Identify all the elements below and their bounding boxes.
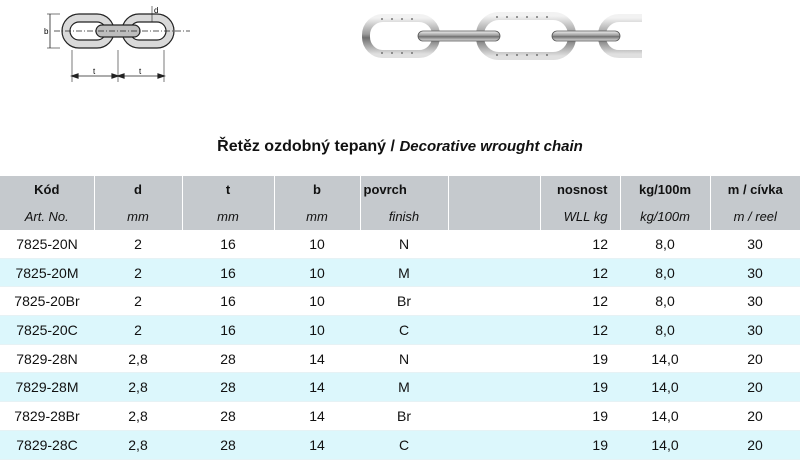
cell-code: 7825-20Br (14, 293, 80, 310)
cell-t: 28 (220, 379, 236, 396)
subheader-reel: m / reel (733, 209, 777, 224)
cell-empty (448, 430, 540, 459)
cell-t: 16 (220, 235, 236, 252)
cell-code: 7825-20N (16, 235, 78, 252)
subheader-finish: finish (360, 203, 448, 230)
cell-code: 7829-28M (15, 379, 79, 396)
cell-reel: 20 (747, 350, 763, 367)
header-reel: m / cívka (727, 182, 783, 197)
product-title (0, 138, 800, 156)
table-subheader-row (0, 203, 800, 230)
cell-finish: M (398, 264, 410, 281)
table-row (0, 402, 800, 431)
cell-finish: C (398, 436, 410, 453)
cell-weight: 14,0 (651, 436, 679, 453)
subheader-weight: kg/100m (620, 203, 710, 230)
table-row (0, 344, 800, 373)
cell-d: 2 (134, 235, 142, 252)
cell-wll: 19 (592, 407, 608, 424)
table-row (0, 430, 800, 459)
cell-t: 28 (220, 436, 236, 453)
cell-b: 10 (309, 321, 325, 338)
header-t: t (182, 176, 274, 203)
cell-code: 7825-20M (15, 264, 79, 281)
cell-t: 28 (220, 407, 236, 424)
chain-product-photo (362, 10, 642, 66)
cell-weight: 14,0 (651, 350, 679, 367)
cell-code: 7829-28N (16, 350, 78, 367)
cell-finish: Br (397, 407, 411, 424)
header-surface: povrch (360, 176, 448, 203)
table-row (0, 287, 800, 316)
cell-code: 7829-28Br (14, 407, 80, 424)
cell-d: 2 (134, 293, 142, 310)
dimension-label-t-right: t (139, 67, 142, 76)
cell-b: 10 (309, 235, 325, 252)
header-empty (448, 176, 540, 203)
cell-t: 28 (220, 350, 236, 367)
title-separator: / (390, 138, 395, 155)
cell-reel: 30 (747, 321, 763, 338)
header-weight: kg/100m (620, 176, 710, 203)
cell-finish: Br (397, 293, 411, 310)
cell-reel: 20 (747, 407, 763, 424)
cell-t: 16 (220, 321, 236, 338)
table-header-row (0, 176, 800, 203)
subheader-art-no: Art. No. (0, 203, 94, 230)
subheader-t-unit: mm (182, 203, 274, 230)
subheader-b-unit: mm (274, 203, 360, 230)
cell-d: 2 (134, 264, 142, 281)
cell-d: 2,8 (128, 407, 148, 424)
cell-empty (448, 373, 540, 402)
table-row (0, 230, 800, 258)
subheader-empty (448, 203, 540, 230)
header-load: nosnost (540, 176, 620, 203)
table-row (0, 258, 800, 287)
cell-b: 10 (309, 264, 325, 281)
cell-wll: 19 (592, 379, 608, 396)
cell-reel: 30 (747, 264, 763, 281)
cell-finish: N (398, 350, 410, 367)
cell-b: 10 (309, 293, 325, 310)
cell-code: 7829-28C (16, 436, 78, 453)
table-row (0, 316, 800, 345)
cell-weight: 8,0 (655, 264, 675, 281)
cell-weight: 14,0 (651, 379, 679, 396)
header-d: d (94, 176, 182, 203)
cell-empty (448, 258, 540, 287)
cell-empty (448, 230, 540, 258)
cell-wll: 19 (592, 350, 608, 367)
cell-wll: 19 (592, 436, 608, 453)
cell-reel: 30 (747, 235, 763, 252)
cell-d: 2,8 (128, 350, 148, 367)
cell-d: 2 (134, 321, 142, 338)
cell-empty (448, 287, 540, 316)
cell-d: 2,8 (128, 379, 148, 396)
dimension-label-d: d (154, 6, 159, 15)
title-english: Decorative wrought chain (399, 138, 583, 155)
cell-weight: 8,0 (655, 293, 675, 310)
cell-weight: 14,0 (651, 407, 679, 424)
cell-reel: 30 (747, 293, 763, 310)
cell-empty (448, 316, 540, 345)
cell-b: 14 (309, 436, 325, 453)
cell-wll: 12 (592, 264, 608, 281)
cell-b: 14 (309, 350, 325, 367)
header-b: b (274, 176, 360, 203)
cell-weight: 8,0 (655, 321, 675, 338)
cell-weight: 8,0 (655, 235, 675, 252)
cell-b: 14 (309, 379, 325, 396)
table-row (0, 373, 800, 402)
title-czech: Řetěz ozdobný tepaný (217, 138, 387, 155)
dimension-label-t-left: t (93, 67, 96, 76)
cell-finish: M (398, 379, 410, 396)
chain-dimension-drawing (40, 2, 200, 86)
cell-wll: 12 (592, 235, 608, 252)
header-code: Kód (0, 176, 94, 203)
subheader-d-unit: mm (94, 203, 182, 230)
cell-reel: 20 (747, 379, 763, 396)
cell-b: 14 (309, 407, 325, 424)
cell-wll: 12 (592, 293, 608, 310)
specification-table (0, 176, 800, 460)
cell-d: 2,8 (128, 436, 148, 453)
cell-wll: 12 (592, 321, 608, 338)
subheader-wll: WLL kg (540, 203, 620, 230)
cell-t: 16 (220, 293, 236, 310)
cell-finish: C (398, 321, 410, 338)
cell-empty (448, 344, 540, 373)
cell-empty (448, 402, 540, 431)
cell-code: 7825-20C (16, 321, 78, 338)
cell-finish: N (398, 235, 410, 252)
dimension-label-b: b (44, 27, 49, 36)
cell-t: 16 (220, 264, 236, 281)
cell-reel: 20 (747, 436, 763, 453)
